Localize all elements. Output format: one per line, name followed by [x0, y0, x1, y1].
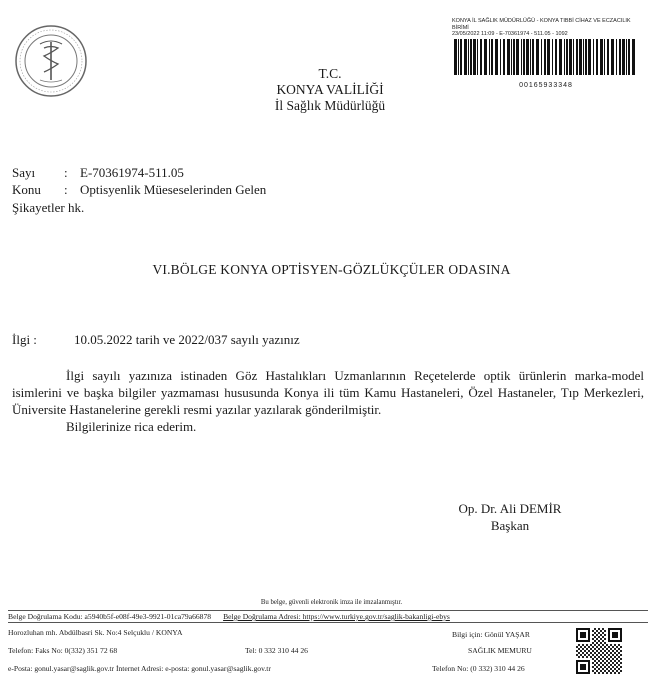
barcode-reference: 23/05/2022 11:09 - E-70361974 - 511.05 - 1092	[452, 31, 568, 37]
body-paragraph-2: Bilgilerinize rica ederim.	[66, 419, 197, 434]
signature-block	[430, 500, 590, 534]
letterhead-line-2: KONYA VALİLİĞİ	[276, 82, 384, 97]
barcode-caption: KONYA İL SAĞLIK MÜDÜRLÜĞÜ - KONYA TIBBİ CİHAZ VE ECZACILIK BİRİMİ	[452, 18, 631, 31]
sayi-value: E-70361974-511.05	[80, 165, 184, 180]
ilgi-label: İlgi :	[12, 332, 37, 347]
recipient-heading: VI.BÖLGE KONYA OPTİSYEN-GÖZLÜKÇÜLER ODASINA	[152, 262, 511, 277]
ministry-seal-logo	[14, 24, 88, 98]
barcode-number: 00165933348	[519, 81, 573, 89]
contact-phone: Telefon No: (0 332) 310 44 26	[432, 664, 525, 673]
ilgi-value: 10.05.2022 tarih ve 2022/037 sayılı yazınız	[74, 332, 300, 347]
telephone: Tel: 0 332 310 44 26	[245, 646, 308, 655]
konu-value-line-1: Optisyenlik Müeseselerinden Gelen	[80, 182, 267, 197]
contact-role: SAĞLIK MEMURU	[468, 646, 532, 655]
verification-code: Belge Doğrulama Kodu: a5940b5f-e08f-49e3-9921-01ca79a66878	[8, 612, 212, 621]
letter-body	[12, 367, 644, 435]
konu-label: Konu	[12, 182, 41, 197]
document-barcode-block	[452, 18, 640, 89]
office-address: Horozluhan mh. Abdülbasri Sk. No:4 Selçuklu / KONYA	[8, 628, 183, 637]
sayi-label: Sayı	[12, 165, 36, 180]
konu-value-line-2: Şikayetler hk.	[12, 200, 85, 215]
esign-note: Bu belge, güvenli elektronik imza ile imzalanmıştır.	[260, 599, 403, 606]
subject-row: Konu : Optisyenlik Müeseselerinden Gelen	[12, 182, 267, 197]
contact-person: Bilgi için: Gönül YAŞAR	[452, 630, 530, 639]
barcode-graphic	[452, 38, 640, 76]
qr-code	[576, 628, 622, 674]
email-web[interactable]: e-Posta: gonul.yasar@saglik.gov.tr İnternet Adresi: e-posta: gonul.yasar@saglik.gov.tr	[8, 664, 271, 673]
reference-number-row: Sayı : E-70361974-511.05	[12, 165, 184, 180]
letterhead-line-3: İl Sağlık Müdürlüğü	[274, 98, 386, 113]
letterhead	[230, 66, 430, 114]
phone-fax: Telefon: Faks No: 0(332) 351 72 68	[8, 646, 118, 655]
signer-title: Başkan	[490, 518, 530, 533]
verification-address[interactable]: Belge Doğrulama Adresi: https://www.turkiye.gov.tr/saglik-bakanligi-ebys	[223, 612, 450, 621]
body-paragraph-1: İlgi sayılı yazınıza istinaden Göz Hastalıkları Uzmanlarının Reçetelerde optik ürünlerin marka-model isimlerini ve başka bilgiler yazmaması hususunda Konya ili tüm Kamu Hastaneleri, Özel Hastaneler, Tıp Merkezleri, Üniversite Hastanelerine gerekli resmi yazılar yazılarak gönderilmiştir.	[12, 368, 644, 417]
signer-name: Op. Dr. Ali DEMİR	[458, 501, 562, 516]
verification-line	[8, 610, 648, 623]
letterhead-line-1: T.C.	[318, 66, 342, 81]
reference-row	[12, 332, 300, 348]
